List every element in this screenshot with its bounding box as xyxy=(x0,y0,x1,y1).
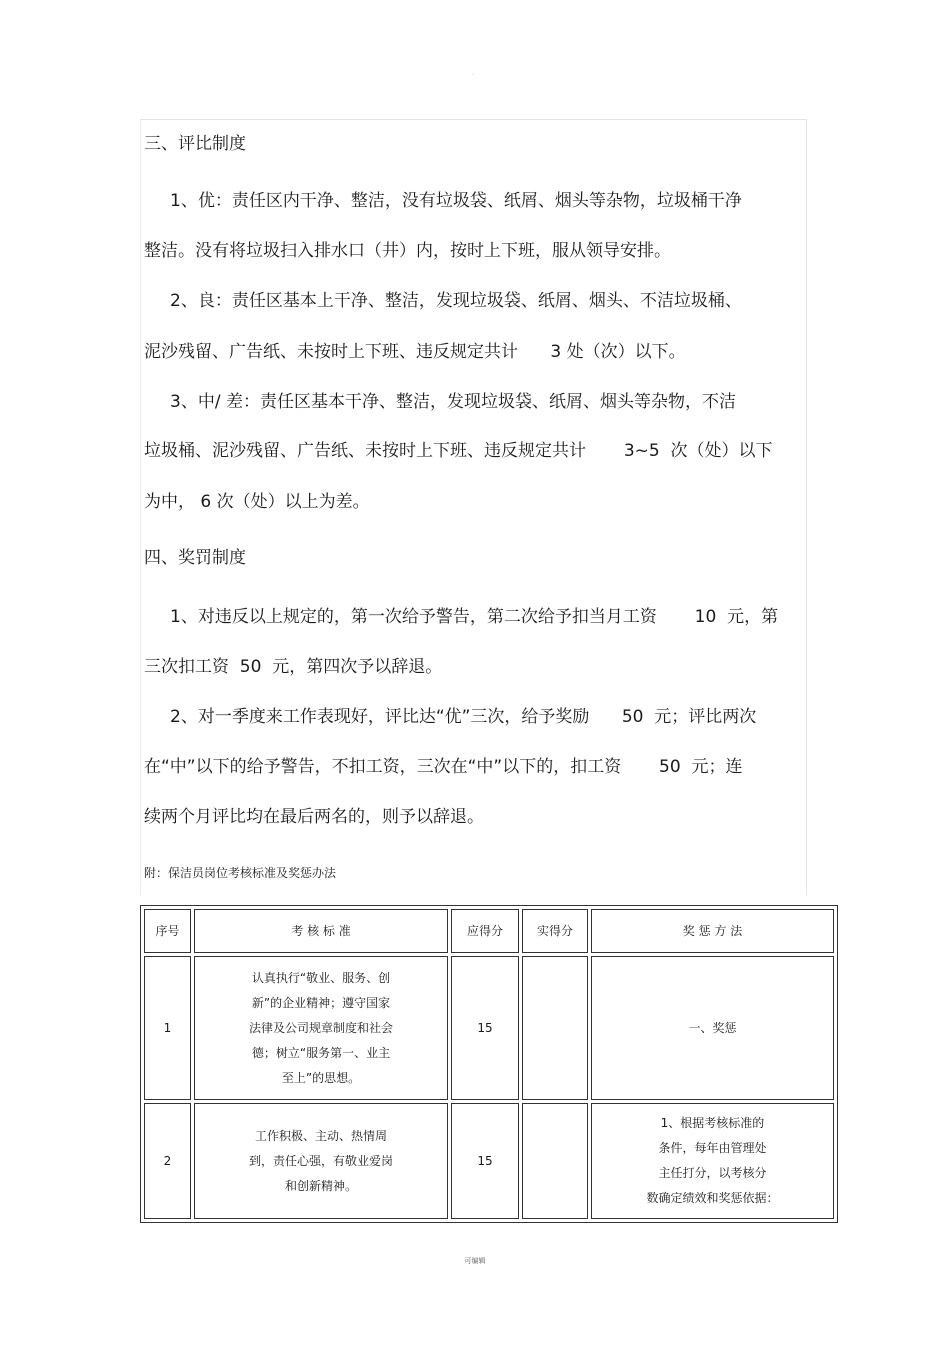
standard-line: 认真执行“敬业、服务、创 xyxy=(251,970,391,985)
table-row xyxy=(144,956,834,1100)
method-cell xyxy=(591,956,834,1100)
paragraph-line: 垃圾桶、泥沙残留、广告纸、未按时上下班、违反规定共计 3~5 次（处）以下 xyxy=(144,441,773,461)
header-dot: . xyxy=(472,70,474,77)
heading-reward-penalty: 四、奖罚制度 xyxy=(144,548,246,568)
method-line: 主任打分，以考核分 xyxy=(658,1166,767,1180)
standard-line: 法律及公司规章制度和社会 xyxy=(248,1020,393,1035)
header-cell-score: 应得分 xyxy=(451,909,519,953)
table-row xyxy=(144,1103,834,1219)
table-header-row xyxy=(144,909,834,953)
score-cell: 15 xyxy=(451,956,519,1100)
heading-rating-system: 三、评比制度 xyxy=(144,134,246,154)
score-cell: 15 xyxy=(451,1103,519,1219)
header-cell-standard: 考 核 标 准 xyxy=(194,909,448,953)
standard-cell xyxy=(194,1103,448,1219)
row-number: 2 xyxy=(144,1103,191,1219)
paragraph-line: 1、优：责任区内干净、整洁，没有垃圾袋、纸屑、烟头等杂物，垃圾桶干净 xyxy=(170,191,742,211)
row-number: 1 xyxy=(144,956,191,1100)
paragraph-line: 1、对违反以上规定的，第一次给予警告，第二次给予扣当月工资 10 元，第 xyxy=(170,607,779,627)
paragraph-line: 3、中/ 差：责任区基本干净、整洁，发现垃圾袋、纸屑、烟头等杂物，不洁 xyxy=(170,392,736,412)
method-line: 条件，每年由管理处 xyxy=(658,1141,767,1155)
paragraph-line: 2、良：责任区基本上干净、整洁，发现垃圾袋、纸屑、烟头、不洁垃圾桶、 xyxy=(170,291,742,311)
frame-top-border xyxy=(140,119,807,120)
standard-line: 工作积极、主动、热情周 xyxy=(254,1128,387,1143)
header-cell-method: 奖 惩 方 法 xyxy=(591,909,834,953)
standard-line: 德；树立“服务第一、业主 xyxy=(251,1045,391,1060)
standard-line: 新”的企业精神；遵守国家 xyxy=(251,995,391,1010)
paragraph-line: 2、对一季度来工作表现好，评比达“优”三次，给予奖励 50 元；评比两次 xyxy=(170,707,757,727)
method-line: 1、根据考核标准的 xyxy=(660,1116,765,1130)
paragraph-line: 泥沙残留、广告纸、未按时上下班、违反规定共计 3 处（次）以下。 xyxy=(144,342,686,362)
actual-score-cell xyxy=(522,1103,588,1219)
standard-cell xyxy=(194,956,448,1100)
standard-line: 至上”的思想。 xyxy=(281,1070,361,1085)
paragraph-line: 整洁。没有将垃圾扫入排水口（井）内，按时上下班，服从领导安排。 xyxy=(144,241,671,261)
appendix-note: 附：保洁员岗位考核标准及奖惩办法 xyxy=(144,866,337,880)
footer-editable-label: 可编辑 xyxy=(464,1257,486,1265)
paragraph-line: 在“中”以下的给予警告，不扣工资，三次在“中”以下的，扣工资 50 元；连 xyxy=(144,757,743,777)
frame-right-border xyxy=(806,119,807,895)
actual-score-cell xyxy=(522,956,588,1100)
method-line: 一、奖惩 xyxy=(688,1020,737,1035)
standard-line: 和创新精神。 xyxy=(284,1178,357,1193)
paragraph-line: 续两个月评比均在最后两名的，则予以辞退。 xyxy=(144,807,484,827)
standard-line: 到，责任心强，有敬业爱岗 xyxy=(248,1153,393,1168)
frame-left-border xyxy=(140,119,141,895)
paragraph-line: 三次扣工资 50 元，第四次予以辞退。 xyxy=(144,657,443,677)
header-cell-actual: 实得分 xyxy=(522,909,588,953)
paragraph-line: 为中， 6 次（处）以上为差。 xyxy=(144,492,370,512)
method-line: 数确定绩效和奖惩依据： xyxy=(646,1191,779,1205)
method-cell xyxy=(591,1103,834,1219)
header-cell-no: 序号 xyxy=(144,909,191,953)
assessment-table xyxy=(140,905,838,1223)
